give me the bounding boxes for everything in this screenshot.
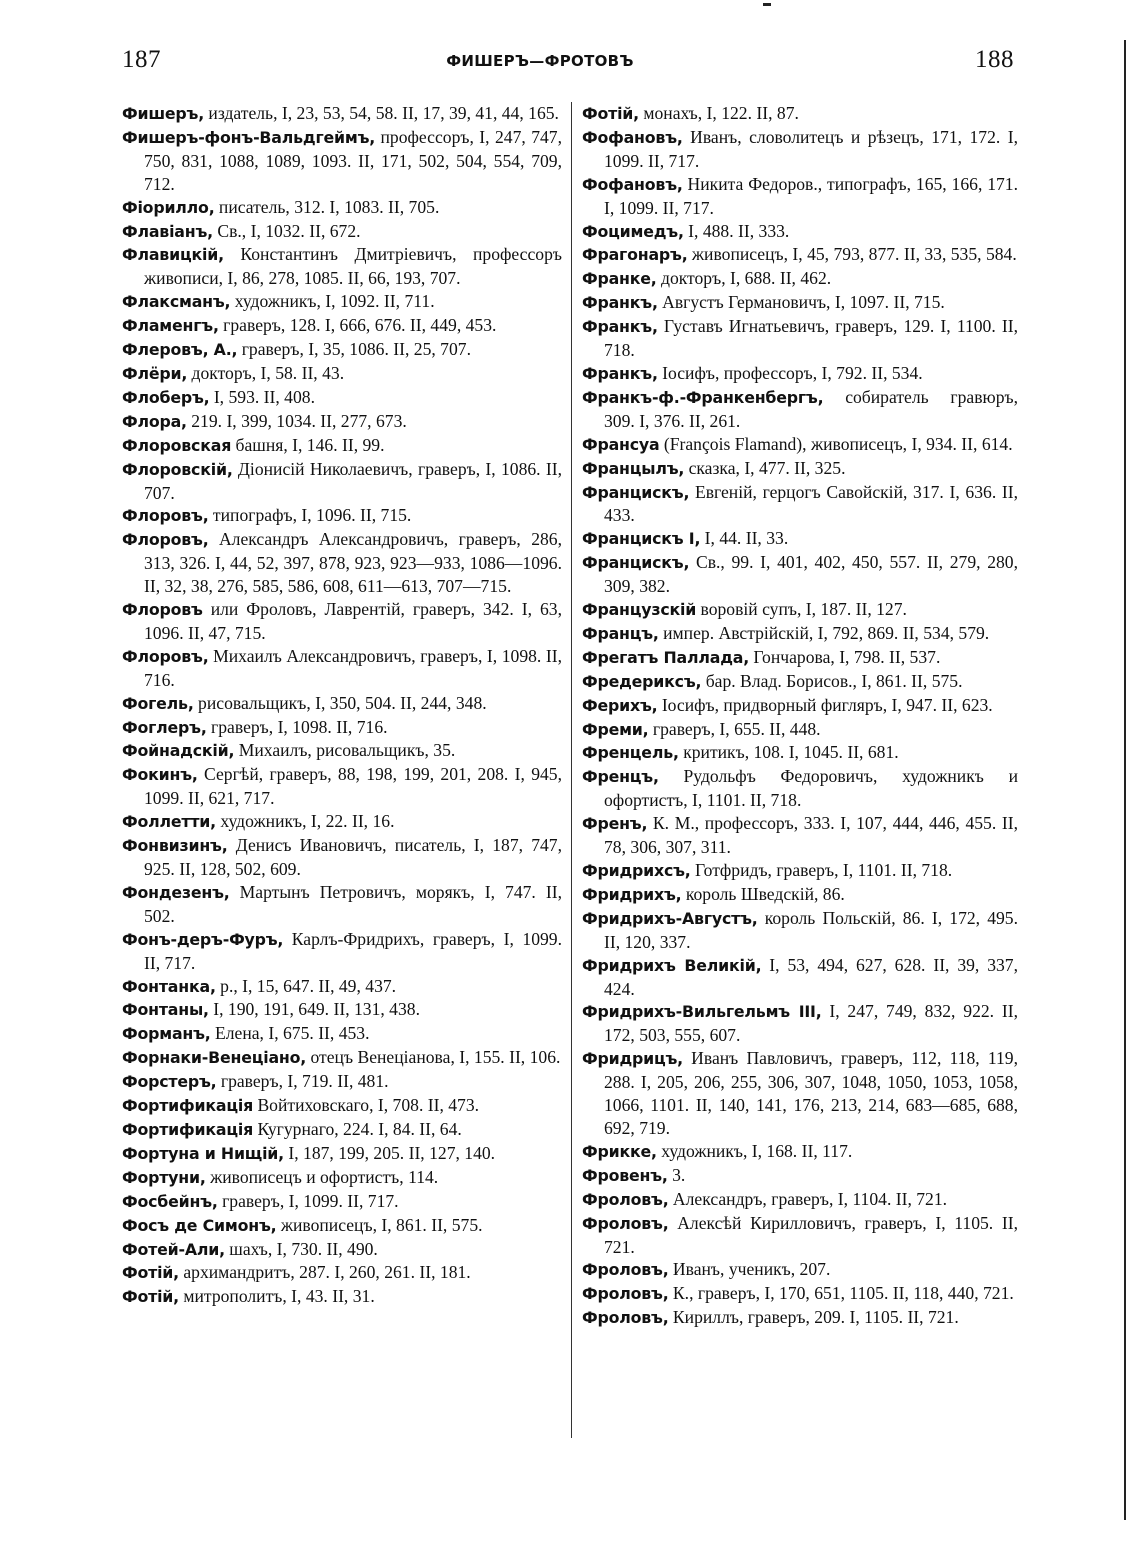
entry-headword: Фроловъ, — [582, 1189, 669, 1209]
index-entry — [122, 434, 562, 458]
entry-references: Сергѣй, граверъ, 88, 198, 199, 201, 208. I, 945, 1099. II, 621, 717. — [144, 764, 562, 809]
entry-headword: Фофановъ, — [582, 127, 683, 147]
entry-references: Діонисій Николаевичъ, граверъ, I, 1086. II, 707. — [144, 458, 562, 503]
entry-references: сказка, I, 477. II, 325. — [684, 457, 846, 478]
entry-headword: Фондезенъ, — [122, 882, 230, 902]
entry-headword: Флеровъ, А., — [122, 340, 238, 360]
index-entry — [582, 718, 1018, 742]
entry-references: Никита Федоров., типографъ, 165, 166, 171. I, 1099. II, 717. — [604, 173, 1018, 218]
index-entry — [582, 362, 1018, 386]
entry-headword: Флора, — [122, 411, 187, 431]
index-entry — [582, 1212, 1018, 1259]
entry-headword: Фишеръ-фонъ-Вальдгеймъ, — [122, 127, 376, 147]
entry-references: Рудольфъ Федоровичъ, художникъ и офортистъ, I, 1101. II, 718. — [604, 766, 1018, 811]
index-entry — [122, 410, 562, 434]
index-entry — [582, 765, 1018, 812]
entry-references: Іосифъ, придворный фигляръ, I, 947. II, 623. — [657, 694, 993, 715]
entry-headword: Флаксманъ, — [122, 292, 231, 312]
entry-headword: Фрикке, — [582, 1141, 657, 1161]
entry-headword: Фроловъ, — [582, 1213, 669, 1233]
index-entry — [122, 362, 562, 386]
index-entry — [122, 458, 562, 505]
entry-headword: Фортификація — [122, 1096, 254, 1116]
index-entry — [122, 126, 562, 196]
entry-headword: Фровенъ, — [582, 1165, 668, 1185]
page-edge-rule — [1124, 40, 1126, 1520]
index-entry — [582, 1282, 1018, 1306]
entry-references: король Польскій, 86. I, 172, 495. II, 120, 337. — [604, 907, 1018, 952]
entry-headword: Фреми, — [582, 719, 649, 739]
index-entry — [582, 1000, 1018, 1047]
entry-references: живописецъ, I, 861. II, 575. — [276, 1214, 483, 1235]
entry-references: Гончарова, I, 798. II, 537. — [749, 646, 941, 667]
entry-headword: Фонтаны, — [122, 1000, 209, 1020]
entry-references: митрополитъ, I, 43. II, 31. — [178, 1286, 375, 1307]
index-entry — [122, 1142, 562, 1166]
entry-references: или Фроловъ, Лаврентій, граверъ, 342. I, 63, 1096. II, 47, 715. — [144, 599, 562, 643]
entry-headword: Францискъ, — [582, 482, 690, 502]
index-entry — [582, 622, 1018, 646]
entry-references: издатель, I, 23, 53, 54, 58. II, 17, 39, 41, 44, 165. — [204, 103, 559, 123]
entry-references: типографъ, I, 1096. II, 715. — [208, 505, 412, 526]
entry-headword: Фіорилло, — [122, 197, 215, 217]
entry-headword: Францискъ I, — [582, 529, 701, 549]
entry-references: Кириллъ, граверъ, 209. I, 1105. II, 721. — [668, 1307, 959, 1328]
entry-headword: Флоровъ, — [122, 530, 209, 550]
entry-headword: Фортуни, — [122, 1167, 206, 1187]
entry-references: Михаилъ, рисовальщикъ, 35. — [234, 740, 456, 761]
index-entry — [122, 716, 562, 740]
index-entry — [582, 126, 1018, 173]
entry-headword: Франкъ, — [582, 363, 658, 383]
index-entry — [582, 1164, 1018, 1188]
entry-headword: Фонвизинъ, — [122, 836, 228, 856]
entry-references: Константинъ Дмитріевичъ, профессоръ живописи, I, 86, 278, 1085. II, 66, 193, 707. — [144, 244, 562, 289]
entry-references: отецъ Венеціанова, I, 155. II, 106. — [306, 1047, 561, 1068]
index-entry — [122, 598, 562, 645]
entry-references: граверъ, I, 719. II, 481. — [216, 1071, 389, 1092]
column-divider — [571, 102, 572, 1438]
index-entry — [582, 646, 1018, 670]
index-entry — [122, 196, 562, 220]
entry-headword: Фроловъ, — [582, 1260, 669, 1280]
entry-headword: Фосъ де Симонъ, — [122, 1215, 277, 1235]
entry-references: архимандритъ, 287. I, 260, 261. II, 181. — [178, 1262, 471, 1283]
index-entry — [122, 1285, 562, 1309]
entry-references: докторъ, I, 58. II, 43. — [187, 362, 345, 383]
index-entry — [122, 528, 562, 598]
entry-headword: Фридрихъ-Августъ, — [582, 908, 758, 928]
entry-headword: Фрегатъ Паллада, — [582, 647, 750, 667]
entry-headword: Флёри, — [122, 363, 188, 383]
index-entry — [582, 527, 1018, 551]
index-entry — [122, 881, 562, 928]
index-entry — [582, 315, 1018, 362]
entry-references: король Шведскій, 86. — [681, 883, 845, 904]
entry-headword: Фофановъ, — [582, 174, 683, 194]
entry-headword: Флоровскій, — [122, 459, 233, 479]
entry-headword: Фредериксъ, — [582, 671, 702, 691]
index-entry — [122, 504, 562, 528]
entry-headword: Фотій, — [582, 104, 639, 123]
entry-references: художникъ, I, 168. II, 117. — [656, 1140, 853, 1161]
entry-references: Войтиховскаго, I, 708. II, 473. — [253, 1095, 480, 1116]
entry-headword: Французскій — [582, 600, 697, 620]
index-entry — [122, 1070, 562, 1094]
entry-headword: Франкъ, — [582, 317, 658, 337]
entry-references: Иванъ Павловичъ, граверъ, 112, 118, 119, 288. I, 205, 206, 255, 306, 307, 1048, 1050, 1053, 1058, 1066, 1101. II, 140, 141, 176, 213, 214, 683—685, 688, 692, 719. — [604, 1048, 1018, 1138]
entry-references: 3. — [667, 1164, 686, 1185]
entry-headword: Флоровъ, — [122, 646, 209, 666]
index-entry — [582, 1140, 1018, 1164]
entry-headword: Френъ, — [582, 814, 648, 834]
entry-headword: Фридрихъ Великій, — [582, 955, 762, 975]
entry-headword: Флавицкій, — [122, 245, 224, 265]
index-entry — [122, 1261, 562, 1285]
entry-headword: Фроловъ, — [582, 1284, 669, 1304]
entry-references: живописецъ, I, 45, 793, 877. II, 33, 535, 584. — [687, 244, 1017, 265]
entry-references: I, 593. II, 408. — [209, 386, 315, 407]
entry-headword: Фоцимедъ, — [582, 221, 684, 241]
entry-references: художникъ, I, 1092. II, 711. — [230, 291, 435, 312]
entry-references: Денисъ Ивановичъ, писатель, I, 187, 747, 925. II, 128, 502, 609. — [144, 835, 562, 879]
entry-headword: Фокинъ, — [122, 765, 198, 785]
index-entry — [582, 1188, 1018, 1212]
entry-headword: Фроловъ, — [582, 1308, 669, 1328]
entry-headword: Фридрихъ, — [582, 884, 682, 904]
entry-headword: Франкъ-ф.-Франкенбергъ, — [582, 387, 824, 407]
entry-references: Алексѣй Кирилловичъ, граверъ, I, 1105. II, 721. — [604, 1212, 1018, 1257]
entry-references: I, 247, 749, 832, 922. II, 172, 503, 555, 607. — [604, 1001, 1018, 1046]
entry-headword: Форнаки-Венеціано, — [122, 1048, 307, 1068]
entry-headword: Флавіанъ, — [122, 221, 213, 241]
index-entry — [122, 975, 562, 999]
entry-references: воровій супъ, I, 187. II, 127. — [696, 599, 907, 620]
entry-references: Иванъ, ученикъ, 207. — [668, 1259, 831, 1280]
entry-references: докторъ, I, 688. II, 462. — [656, 268, 832, 289]
entry-references: собиратель гравюръ, 309. I, 376. II, 261. — [604, 386, 1018, 431]
index-entry — [122, 645, 562, 692]
entry-headword: Фотій, — [122, 1263, 179, 1283]
entry-references: I, 53, 494, 627, 628. II, 39, 337, 424. — [604, 954, 1018, 999]
entry-headword: Френцъ, — [582, 767, 659, 787]
entry-references: 219. I, 399, 1034. II, 277, 673. — [186, 410, 407, 431]
entry-headword: Флоровъ — [122, 600, 203, 620]
entry-references: I, 44. II, 33. — [700, 528, 789, 549]
entry-references: писатель, 312. I, 1083. II, 705. — [214, 196, 440, 217]
entry-references: Карлъ-Фридрихъ, граверъ, I, 1099. II, 717. — [144, 928, 562, 973]
index-entry — [582, 907, 1018, 954]
entry-references: Готфридъ, граверъ, I, 1101. II, 718. — [690, 860, 953, 880]
entry-headword: Фридрихсъ, — [582, 861, 691, 880]
entry-headword: Фламенгъ, — [122, 316, 219, 336]
entry-headword: Франкъ, — [582, 293, 658, 313]
index-entry — [122, 1214, 562, 1238]
entry-headword: Форстеръ, — [122, 1072, 217, 1092]
index-entry — [582, 457, 1018, 481]
entry-references: I, 488. II, 333. — [683, 220, 790, 241]
index-entry — [122, 243, 562, 290]
entry-references: граверъ, I, 1099. II, 717. — [217, 1190, 399, 1211]
entry-references: Св., 99. I, 401, 402, 450, 557. II, 279, 280, 309, 382. — [604, 552, 1018, 597]
entry-references: Александръ, граверъ, I, 1104. II, 721. — [668, 1188, 948, 1209]
entry-headword: Фишеръ, — [122, 104, 205, 123]
entry-headword: Флоровъ, — [122, 506, 209, 526]
entry-headword: Фоглеръ, — [122, 717, 207, 737]
entry-headword: Фойнадскій, — [122, 741, 235, 761]
entry-headword: Форманъ, — [122, 1024, 211, 1044]
index-entry — [122, 739, 562, 763]
index-entry — [122, 314, 562, 338]
index-entry — [122, 998, 562, 1022]
index-entry — [582, 741, 1018, 765]
index-entry — [582, 243, 1018, 267]
index-entry — [582, 1306, 1018, 1330]
entry-references: (François Flamand), живописецъ, I, 934. II, 614. — [659, 433, 1013, 454]
index-entry — [122, 1190, 562, 1214]
index-entry — [122, 1022, 562, 1046]
entry-headword: Францылъ, — [582, 458, 685, 478]
entry-headword: Франке, — [582, 269, 657, 289]
entry-references: I, 187, 199, 205. II, 127, 140. — [283, 1142, 496, 1163]
running-head: ФИШЕРЪ—ФРОТОВЪ — [446, 52, 634, 70]
entry-headword: Фридрицъ, — [582, 1049, 683, 1069]
entry-headword: Фосбейнъ, — [122, 1191, 218, 1211]
entry-references: профессоръ, I, 247, 747, 750, 831, 1088, 1089, 1093. II, 171, 502, 504, 554, 709, 712. — [144, 126, 562, 194]
index-entry — [122, 1094, 562, 1118]
index-entry — [582, 598, 1018, 622]
entry-references: Густавъ Игнатьевичъ, граверъ, 129. I, 1100. II, 718. — [604, 316, 1018, 361]
entry-references: граверъ, I, 1098. II, 716. — [206, 716, 388, 737]
entry-references: шахъ, I, 730. II, 490. — [224, 1238, 378, 1259]
index-entry — [122, 1118, 562, 1142]
entry-references: К., граверъ, I, 170, 651, 1105. II, 118, 440, 721. — [668, 1283, 1014, 1304]
print-mark — [763, 3, 771, 6]
entry-headword: Фортуна и Нищій, — [122, 1143, 284, 1163]
entry-references: граверъ, I, 655. II, 448. — [648, 718, 821, 739]
index-entry — [122, 1238, 562, 1262]
index-entry — [122, 810, 562, 834]
index-entry — [582, 386, 1018, 433]
entry-references: живописецъ и офортистъ, 114. — [205, 1166, 439, 1187]
index-entry — [582, 883, 1018, 907]
page-number-right: 188 — [975, 46, 1014, 73]
index-entry — [582, 694, 1018, 718]
entry-references: критикъ, 108. I, 1045. II, 681. — [678, 742, 899, 763]
index-entry — [582, 1047, 1018, 1140]
entry-references: граверъ, 128. I, 666, 676. II, 449, 453. — [218, 315, 497, 336]
entry-references: К. М., профессоръ, 333. I, 107, 444, 446, 455. II, 78, 306, 307, 311. — [604, 813, 1018, 858]
entry-headword: Фоллетти, — [122, 812, 216, 832]
entry-references: Михаилъ Александровичъ, граверъ, I, 1098. II, 716. — [144, 645, 562, 690]
entry-headword: Флоровская — [122, 435, 232, 455]
index-entry — [582, 670, 1018, 694]
entry-headword: Фортификація — [122, 1119, 254, 1139]
index-entry — [582, 102, 1018, 126]
index-entry — [122, 290, 562, 314]
entry-references: I, 190, 191, 649. II, 131, 438. — [208, 999, 420, 1020]
entry-references: Елена, I, 675. II, 453. — [210, 1023, 370, 1044]
entry-references: Иванъ, словолитецъ и рѣзецъ, 171, 172. I, 1099. II, 717. — [604, 126, 1018, 171]
entry-references: бар. Влад. Борисов., I, 861. II, 575. — [701, 670, 963, 691]
entry-references: башня, I, 146. II, 99. — [231, 434, 385, 455]
entry-headword: Фрагонаръ, — [582, 245, 688, 265]
index-entry — [582, 1258, 1018, 1282]
entry-references: Евгеній, герцогъ Савойскій, 317. I, 636. II, 433. — [604, 481, 1018, 526]
entry-references: Св., I, 1032. II, 672. — [212, 220, 361, 241]
entry-references: Мартынъ Петровичъ, морякъ, I, 747. II, 502. — [144, 881, 562, 926]
index-entry — [582, 220, 1018, 244]
index-entry — [582, 812, 1018, 859]
index-entry — [122, 338, 562, 362]
entry-headword: Фонтанка, — [122, 976, 216, 996]
entry-references: р., I, 15, 647. II, 49, 437. — [215, 975, 397, 996]
index-entry — [122, 763, 562, 810]
entry-references: монахъ, I, 122. II, 87. — [638, 103, 799, 123]
entry-references: Кугурнаго, 224. I, 84. II, 64. — [253, 1118, 462, 1139]
entry-headword: Францискъ, — [582, 553, 690, 573]
entry-references: граверъ, I, 35, 1086. II, 25, 707. — [237, 339, 471, 360]
index-entry — [122, 220, 562, 244]
entry-headword: Френцель, — [582, 743, 679, 763]
entry-headword: Флоберъ, — [122, 387, 210, 407]
index-entry — [582, 954, 1018, 1001]
entry-headword: Франсуа — [582, 434, 660, 454]
index-entry — [582, 291, 1018, 315]
entry-references: импер. Австрійскій, I, 792, 869. II, 534, 579. — [658, 622, 990, 643]
index-entry — [582, 173, 1018, 220]
index-entry — [122, 1046, 562, 1070]
index-entry — [582, 267, 1018, 291]
index-entry — [582, 481, 1018, 528]
entry-headword: Ферихъ, — [582, 695, 658, 715]
index-entry — [582, 433, 1018, 457]
entry-references: художникъ, I, 22. II, 16. — [215, 811, 395, 832]
entry-headword: Фотій, — [122, 1287, 179, 1307]
page-number-left: 187 — [122, 46, 161, 73]
entry-references: Іосифъ, профессоръ, I, 792. II, 534. — [657, 362, 923, 383]
index-entry — [582, 859, 1018, 883]
index-entry — [122, 1166, 562, 1190]
index-column-right — [582, 102, 1018, 1330]
index-entry — [122, 692, 562, 716]
entry-headword: Фогель, — [122, 693, 194, 713]
index-entry — [582, 551, 1018, 598]
index-entry — [122, 386, 562, 410]
entry-references: Августъ Германовичъ, I, 1097. II, 715. — [657, 292, 945, 313]
entry-references: Александръ Александровичъ, граверъ, 286, 313, 326. I, 44, 52, 397, 878, 923, 923—933, 1086—1096. II, 32, 38, 276, 585, 586, 608, 611—613, 707—715. — [144, 529, 562, 597]
index-entry — [122, 102, 562, 126]
index-entry — [122, 834, 562, 881]
entry-headword: Фонъ-деръ-Фуръ, — [122, 929, 284, 949]
index-entry — [122, 928, 562, 975]
entry-references: рисовальщикъ, I, 350, 504. II, 244, 348. — [193, 692, 487, 713]
entry-headword: Фридрихъ-Вильгельмъ III, — [582, 1002, 822, 1022]
index-column-left — [122, 102, 562, 1309]
entry-headword: Францъ, — [582, 623, 659, 643]
entry-headword: Фотей-Али, — [122, 1239, 225, 1259]
